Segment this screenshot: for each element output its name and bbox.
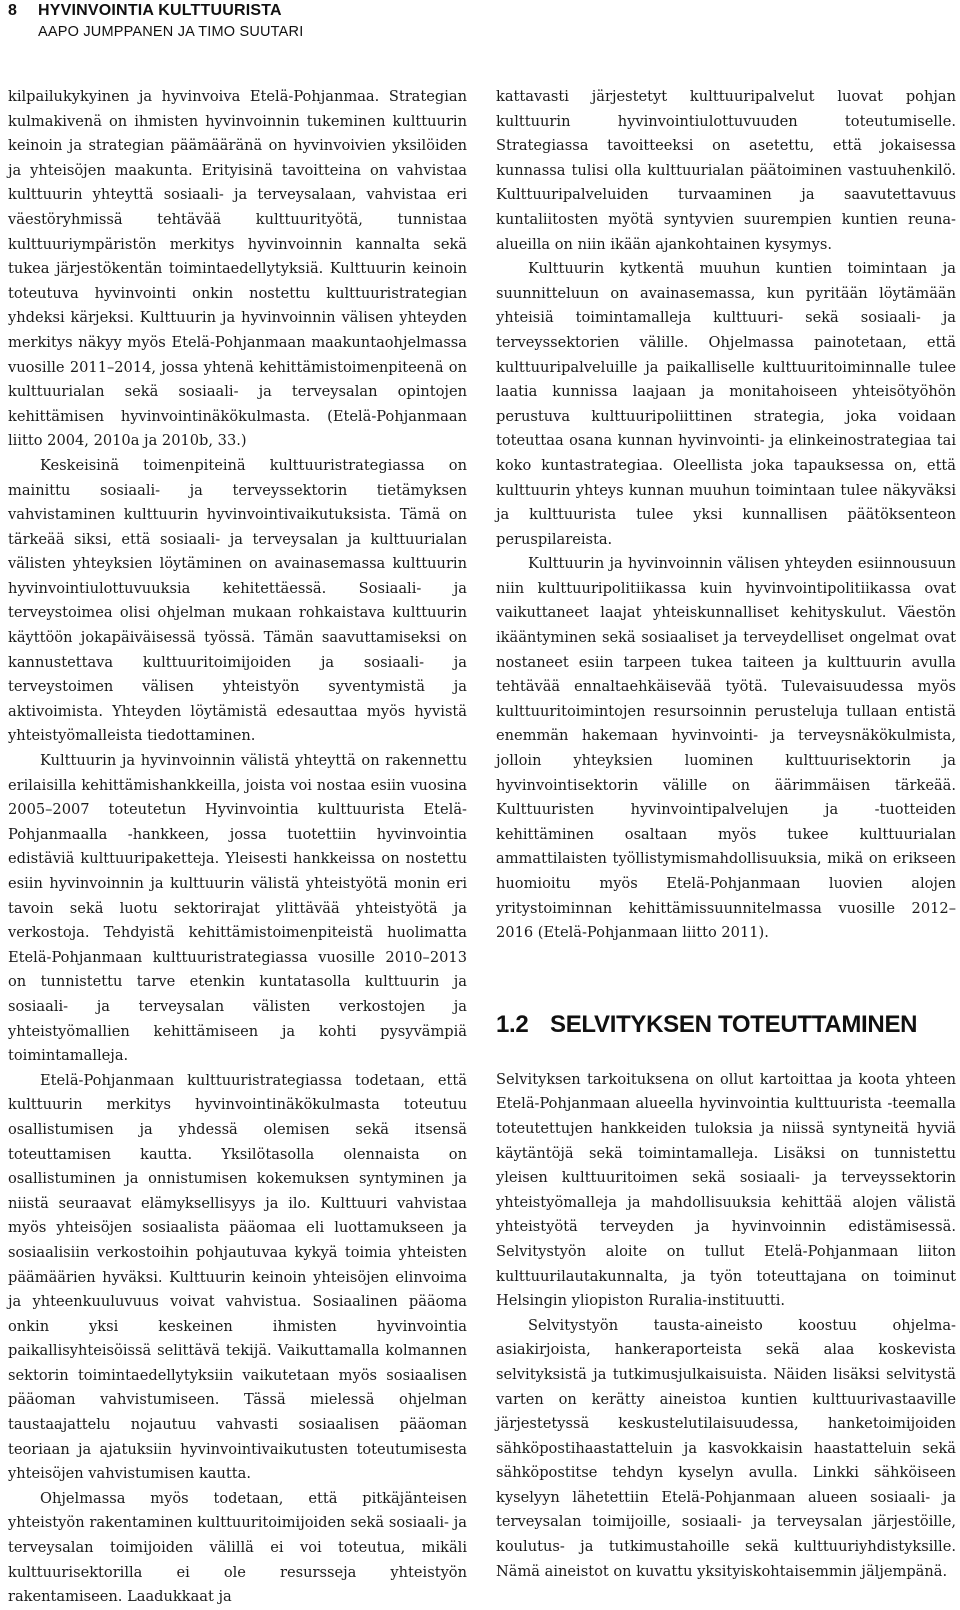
- paragraph: kilpailukykyinen ja hyvinvoiva Etelä-Pohjanmaa. Strategian kulmakivenä on ihmisten hyvinvoinnin tukeminen kulttuurin keinoin ja strategian päämääränä on hyvinvoivien yksilöiden ja yhteisöjen maakunta. Erityisinä tavoitteina on vahvistaa kulttuurin yhteyttä sosiaali- ja terveysalaan, vahvistaa eri väestöryhmissä tehtävää kulttuurityötä, tunnistaa kulttuuriympäristön merkitys hyvinvoinnin kannalta sekä tukea järjestökentän toimintaedellytyksiä. Kulttuurin keinoin toteutuva hyvinvointi onkin nostettu kulttuuristrategian yhdeksi kärjeksi. Kulttuurin ja hyvinvoinnin välisen yhteyden merkitys näkyy myös Etelä-Pohjanmaan maakuntaohjelmassa vuosille 2011–2014, jossa yhtenä kehittämistoimenpiteenä on kulttuurialan sekä sosiaali- ja terveysalan opintojen kehittämisen hyvinvointinäkökulmasta. (Etelä-Pohjanmaan liitto 2004, 2010a ja 2010b, 33.): [8, 88, 467, 450]
- right-column: [496, 85, 956, 1584]
- paragraph: Kulttuurin kytkentä muuhun kuntien toimintaan ja suunnitteluun on avainasemassa, kun pyritään löytämään yhteisiä toimintamalleja kulttuuri- sekä sosiaali- ja terveyssektorien välille. Ohjelmassa painotetaan, että kulttuuripalveluille ja paikalliselle kulttuuritoiminnalle tulee laatia kunnissa laajaan ja monitahoiseen yhteisötyöhön perustuva kulttuuripoliittinen strategia, joka voidaan toteuttaa osana kunnan hyvinvointi- ja elinkeinostrategiaa tai koko kuntastrategiaa. Oleellista joka tapauksessa on, että kulttuurin yhteys kunnan muuhun toimintaan tulee näkyväksi ja kulttuurista tulee yksi kunnallisen päätöksenteon peruspilareista.: [496, 260, 956, 548]
- paragraph: Keskeisinä toimenpiteinä kulttuuristrategiassa on mainittu sosiaali- ja terveyssektorin tietämyksen vahvistaminen kulttuurin hyvinvointivaikutuksista. Tämä on tärkeää siksi, että sosiaali- ja terveysalan ja kulttuurialan välisten yhteyksien löytäminen on avainasemassa kulttuurin hyvinvointiulottuvuuksia kehitettäessä. Sosiaali- ja terveystoimea olisi ohjelman mukaan rohkaistava kulttuurin käyttöön jokapäiväisessä työssä. Tämän saavuttamiseksi on kannustettava kulttuuritoimijoiden ja sosiaali- ja terveystoimen välisen yhteistyön syventymistä ja aktivoimista. Yhteyden löytämistä edesauttaa myös hyvistä yhteistyömalleista tiedottaminen.: [8, 456, 467, 745]
- paragraph: Kulttuurin ja hyvinvoinnin välistä yhteyttä on rakennettu erilaisilla kehittämishankkeilla, joista voi nostaa esiin vuosina 2005–2007 toteutetun Hyvinvointia kulttuurista Etelä-Pohjanmaalla -hankkeen, jossa tuotettiin hyvinvointia edistäviä kulttuuripaketteja. Yleisesti hankkeissa on nostettu esiin hyvinvoinnin ja kulttuurin välistä yhteistyötä monin eri tavoin sekä luotu sektorirajat ylittävää yhteistyötä ja verkostoja. Tehdyistä kehittämistoimenpiteistä huolimatta Etelä-Pohjanmaan kulttuuristrategiassa vuosille 2010–2013 on tunnistettu tarve etenkin kuntatasolla kulttuurin ja sosiaali- ja terveysalan välisten verkostojen ja yhteistyömallien kehittämiseen ja kohti pysyvämpiä toimintamalleja.: [8, 752, 467, 1065]
- section-title: SELVITYKSEN TOTEUTTAMINEN: [550, 1010, 918, 1038]
- paragraph: Ohjelmassa myös todetaan, että pitkäjänteisen yhteistyön rakentaminen kulttuuritoimijoiden sekä sosiaali- ja terveysalan toimijoiden välillä ei voi toteutua, mikäli kulttuurisektorilla ei ole resursseja yhteistyön rakentamiseen. Laadukkaat ja: [8, 1489, 467, 1606]
- paragraph: Etelä-Pohjanmaan kulttuuristrategiassa todetaan, että kulttuurin merkitys hyvinvointinäkökulmasta toteutuu osallistumisen ja yhdessä olemisen sekä itsensä toteuttamisen kautta. Yksilötasolla olennaista on osallistuminen ja onnistumisen kokemuksen syntyminen ja niistä seuraavat elämyksellisyys ja ilo. Kulttuuri vahvistaa myös yhteisöjen sosiaalista pääomaa eli luottamukseen ja sosiaalisiin verkostoihin pohjautuvaa kykyä toimia yhteisten päämäärien hyväksi. Kulttuurin keinoin yhteisöjen elinvoima ja yhteenkuuluvuus voivat vahvistua. Sosiaalinen pääoma onkin yksi keskeinen ihmisten hyvinvointia paikallisyhteisöissä selittävä tekijä. Vaikuttamalla kolmannen sektorin toimintaedellytyksiin vaikutetaan myös sosiaalisen pääoman vahvistumiseen. Tässä mielessä ohjelman taustaajattelu nojautuu vahvasti sosiaalisen pääoman teoriaan ja ajatuksiin hyvinvointivaikutusten toteutumisesta yhteisöjen vahvistumisen kautta.: [8, 1071, 467, 1483]
- page-number: 8: [8, 2, 17, 19]
- running-title: HYVINVOINTIA KULTTUURISTA: [38, 2, 282, 19]
- section-heading: [496, 1010, 956, 1040]
- running-authors: AAPO JUMPPANEN JA TIMO SUUTARI: [38, 24, 304, 40]
- paragraph: kattavasti järjestetyt kulttuuripalvelut luovat pohjan kulttuurin hyvinvointiulottuvuuden toteutumiselle. Strategiassa tavoitteeksi on asetettu, että jokaisessa kunnassa tulisi olla kulttuurialan päätoiminen vastuuhenkilö. Kulttuuripalveluiden turvaaminen ja saavutettavuus kuntaliitosten myötä syntyvien suurempien kuntien reuna-alueilla on niin ikään ajankohtainen kysymys.: [496, 88, 956, 253]
- paragraph: Kulttuurin ja hyvinvoinnin välisen yhteyden esiinnousuun niin kulttuuripolitiikassa kuin hyvinvointipolitiikassa ovat vaikuttaneet laajat yhteiskunnalliset kehityskulut. Väestön ikääntyminen sekä sosiaaliset ja terveydelliset ongelmat ovat nostaneet esiin tarpeen tukea taiteen ja kulttuurin avulla tehtävää ennaltaehkäisevää työtä. Tulevaisuudessa myös kulttuuritoimintojen resursoinnin perusteluja tullaan entistä enemmän hakemaan hyvinvointi- ja terveysnäkökulmista, jolloin yhteyksien luominen kulttuurisektorin ja hyvinvointisektorin välille on äärimmäisen tärkeää. Kulttuuristen hyvinvointipalvelujen ja -tuotteiden kehittäminen osaltaan myös tukee kulttuurialan ammattilaisten työllistymismahdollisuuksia, mikä on erikseen huomioitu myös Etelä-Pohjanmaan luovien alojen yritystoiminnan kehittämissuunnitelmassa vuosille 2012–2016 (Etelä-Pohjanmaan liitto 2011).: [496, 555, 956, 942]
- left-column: [8, 85, 467, 1610]
- section-number: 1.2: [496, 1010, 529, 1038]
- paragraph: Selvitystyön tausta-aineisto koostuu ohjelma-asiakirjoista, hankeraporteista sekä alaa koskevista selvityksistä ja tutkimusjulkaisuista. Näiden lisäksi selvitystä varten on kerätty aineistoa kuntien kulttuurivastaaville järjestetyssä keskustelutilaisuudessa, hanketoimijoiden sähköpostihaastatteluin ja kasvokkaisin haastatteluin sekä sähköpostitse tehdyn kyselyn avulla. Linkki sähköiseen kyselyyn lähetettiin Etelä-Pohjanmaan alueen sosiaali- ja terveysalan toimijoille, sosiaali- ja terveysalan järjestöille, koulutus- ja tutkimustahoille sekä kulttuuriyhdistyksille. Nämä aineistot on kuvattu yksityiskohtaisemmin jäljempänä.: [496, 1316, 956, 1580]
- paragraph: Selvityksen tarkoituksena on ollut kartoittaa ja koota yhteen Etelä-Pohjanmaan alueella hyvinvointia kulttuurista -teemalla toteutettujen hankkeiden tuloksia ja niissä syntyneitä hyviä käytäntöjä sekä toimintamalleja. Lisäksi on tunnistettu yleisen kulttuuritoimen sekä sosiaali- ja terveyssektorin yhteistyömalleja ja mahdollisuuksia kehittää alojen välistä yhteistyötä terveyden ja hyvinvoinnin edistämisessä. Selvitystyön aloite on tullut Etelä-Pohjanmaan liiton kulttuurilautakunnalta, ja työn toteuttajana on toiminut Helsingin yliopiston Ruralia-instituutti.: [496, 1070, 956, 1310]
